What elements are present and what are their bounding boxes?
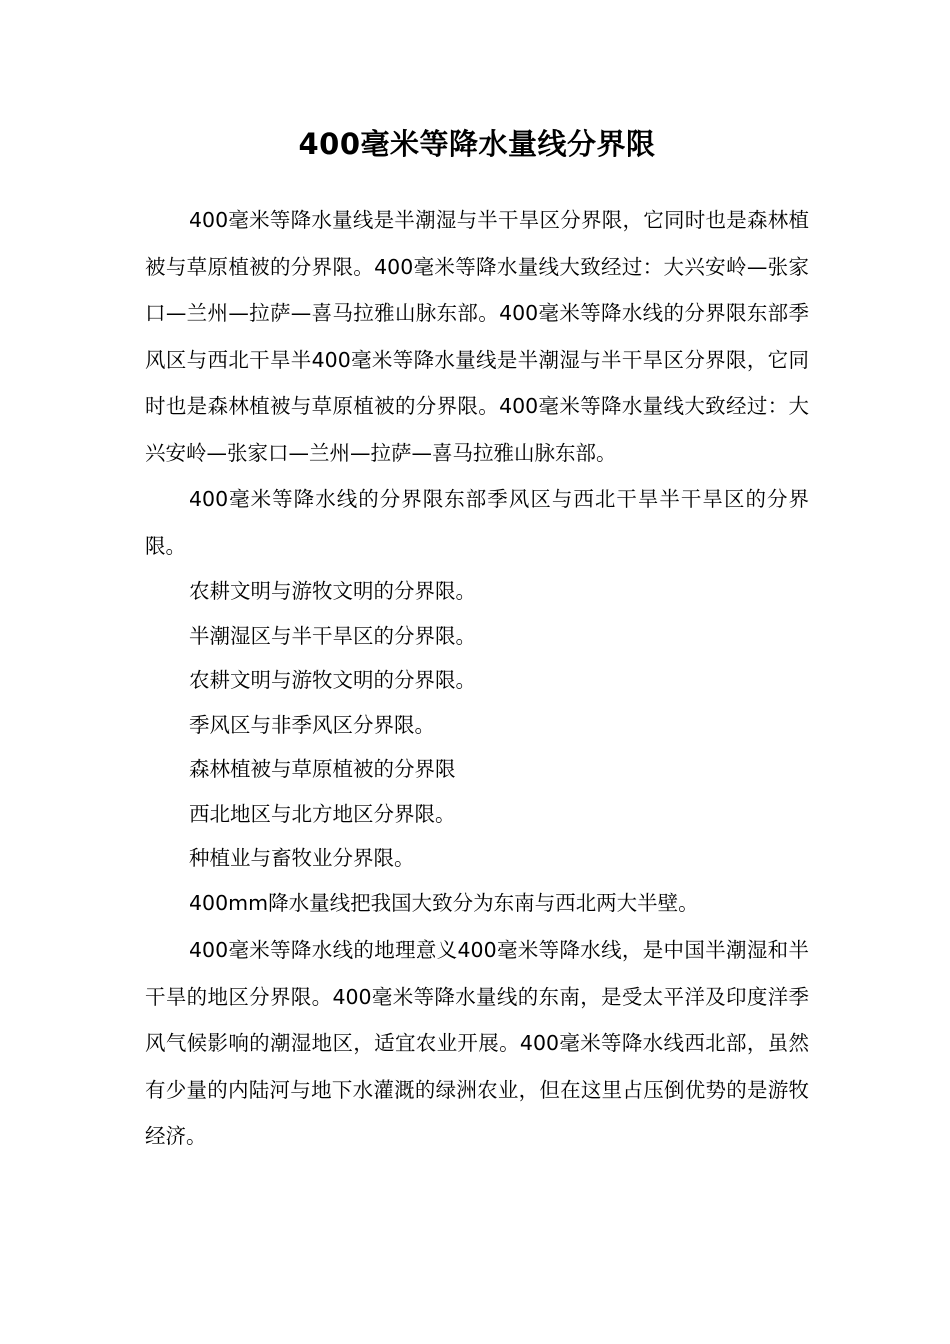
list-item: 种植业与畜牧业分界限。 (189, 846, 415, 870)
list-item: 农耕文明与游牧文明的分界限。 (189, 579, 476, 603)
paragraph-2: 400毫米等降水线的分界限东部季风区与西北干旱半干旱区的分界限。 (145, 487, 809, 558)
list-item: 季风区与非季风区分界限。 (189, 712, 435, 737)
list-item: 农耕文明与游牧文明的分界限。 (189, 668, 476, 692)
list-item: 西北地区与北方地区分界限。 (189, 801, 456, 826)
paragraph-1: 400毫米等降水量线是半潮湿与半干旱区分界限，它同时也是森林植被与草原植被的分界限。400毫米等降水量线大致经过：大兴安岭—张家口—兰州—拉萨—喜马拉雅山脉东部。400毫米等降水线的分界限东部季风区与西北干旱半400毫米等降水量线是半潮湿与半干旱区分界限，它同时也是森林植被与草原植被的分界限。400毫米等降水量线大致经过：大兴安岭—张家口—兰州—拉萨—喜马拉雅山脉东部。 (145, 208, 809, 465)
document-title: 400毫米等降水量线分界限 (298, 127, 656, 161)
list-item: 400mm降水量线把我国大致分为东南与西北两大半壁。 (189, 890, 699, 915)
list-item: 半潮湿区与半干旱区的分界限。 (189, 623, 476, 648)
paragraph-closing: 400毫米等降水线的地理意义400毫米等降水线，是中国半潮湿和半干旱的地区分界限。400毫米等降水量线的东南，是受太平洋及印度洋季风气候影响的潮湿地区，适宜农业开展。400毫米等降水线西北部，虽然有少量的内陆河与地下水灌溉的绿洲农业，但在这里占压倒优势的是游牧经济。 (145, 938, 809, 1148)
list-item: 森林植被与草原植被的分界限 (189, 757, 456, 781)
document-page (145, 0, 809, 1160)
boundary-list (145, 569, 809, 925)
